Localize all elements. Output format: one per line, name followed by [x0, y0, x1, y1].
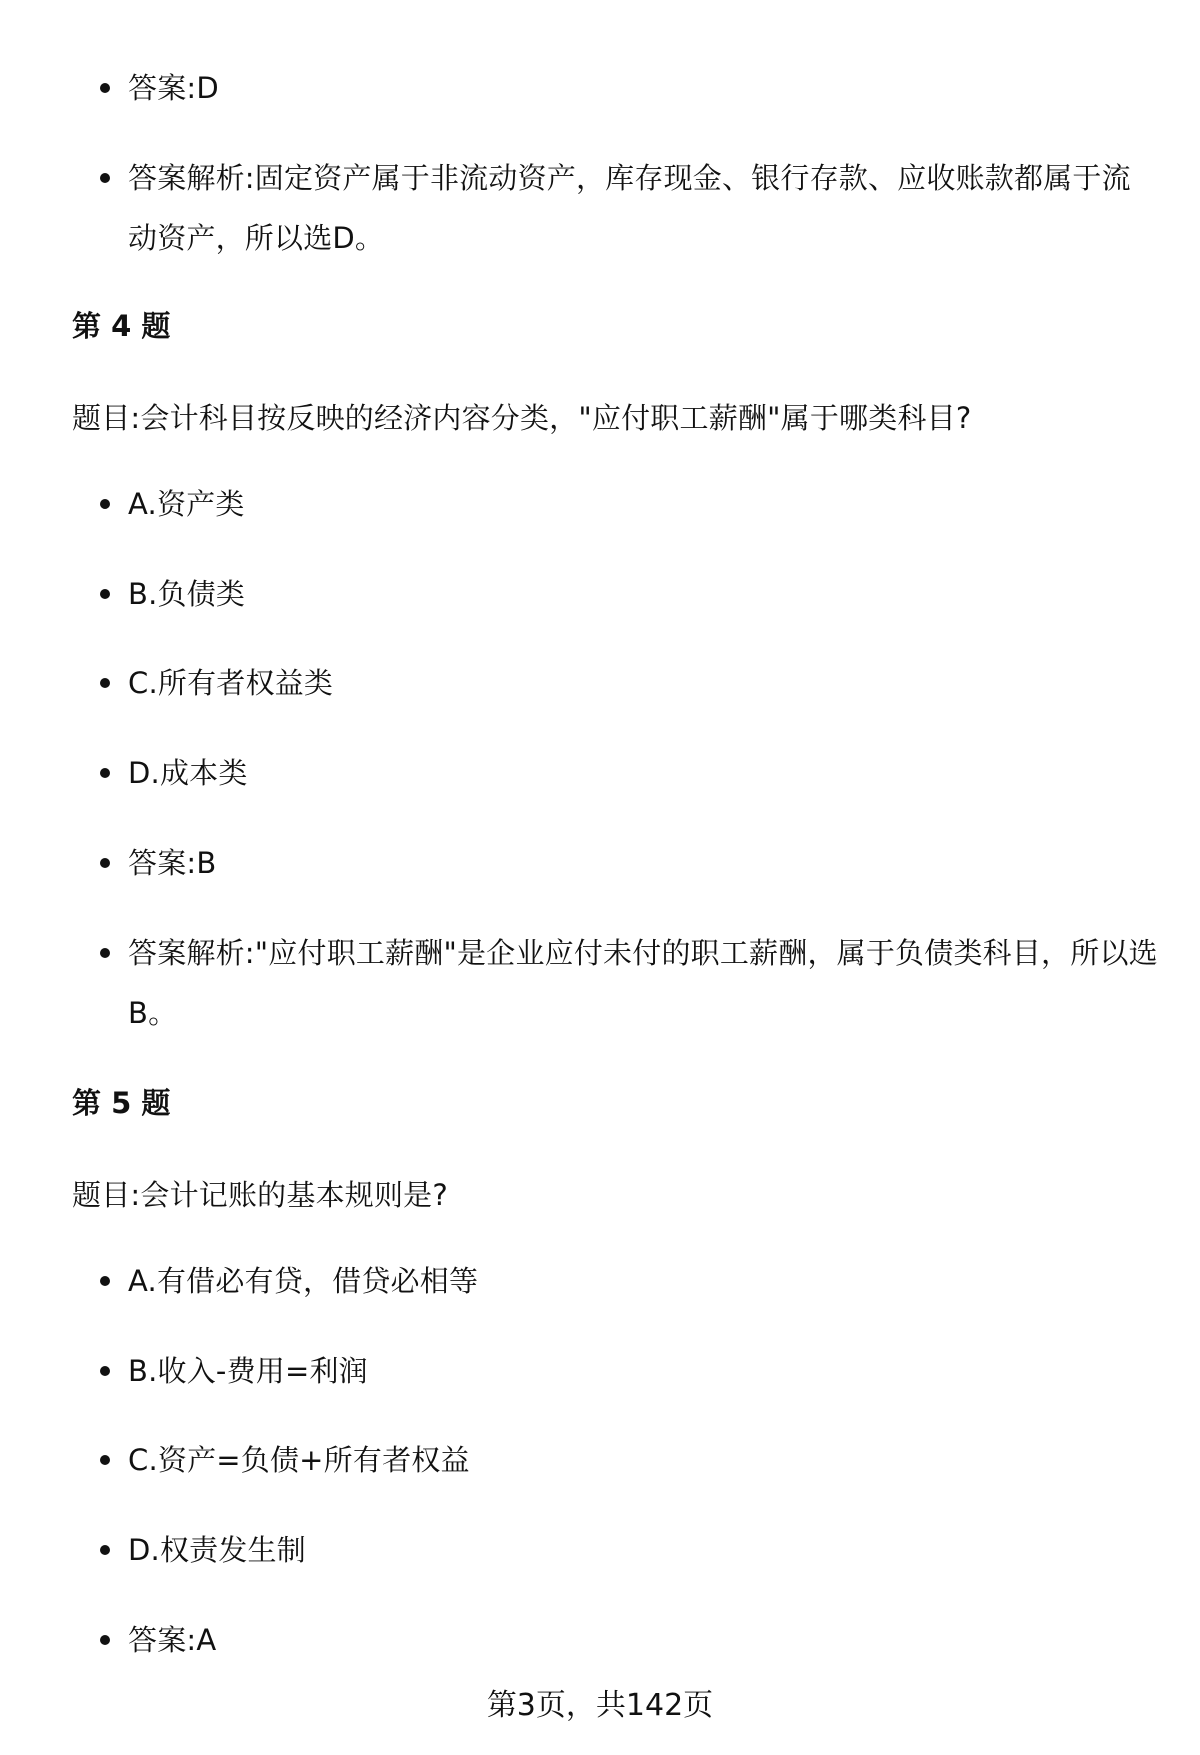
bullet-icon — [100, 1545, 110, 1555]
explanation-text: 答案解析:"应付职工薪酬"是企业应付未付的职工薪酬，属于负债类科目，所以选B。 — [128, 936, 1158, 1030]
option-text: D.成本类 — [128, 756, 248, 790]
bullet-icon — [100, 1366, 110, 1376]
option-text: C.所有者权益类 — [128, 666, 334, 700]
bullet-icon — [100, 678, 110, 688]
question-heading: 第 5 题 — [72, 1086, 171, 1120]
bullet-icon — [100, 1276, 110, 1286]
question-text: 题目:会计科目按反映的经济内容分类，"应付职工薪酬"属于哪类科目? — [72, 401, 972, 435]
question-text: 题目:会计记账的基本规则是? — [72, 1178, 448, 1212]
bullet-icon — [100, 83, 110, 93]
bullet-icon — [100, 173, 110, 183]
option-text: A.有借必有贷，借贷必相等 — [128, 1264, 479, 1298]
answer-text: 答案:B — [128, 846, 217, 880]
option-text: C.资产=负债+所有者权益 — [128, 1443, 470, 1477]
bullet-icon — [100, 589, 110, 599]
question-heading: 第 4 题 — [72, 309, 171, 343]
option-text: B.收入-费用=利润 — [128, 1354, 368, 1388]
page-number: 第3页，共142页 — [486, 1688, 714, 1723]
bullet-icon — [100, 948, 110, 958]
option-text: D.权责发生制 — [128, 1533, 306, 1567]
bullet-icon — [100, 1455, 110, 1465]
option-text: B.负债类 — [128, 577, 246, 611]
bullet-icon — [100, 499, 110, 509]
bullet-icon — [100, 858, 110, 868]
answer-text: 答案:A — [128, 1623, 217, 1657]
bullet-icon — [100, 768, 110, 778]
bullet-icon — [100, 1635, 110, 1645]
answer-text: 答案:D — [128, 71, 219, 105]
option-text: A.资产类 — [128, 487, 245, 521]
explanation-text: 答案解析:固定资产属于非流动资产，库存现金、银行存款、应收账款都属于流动资产，所以选D。 — [128, 161, 1131, 255]
